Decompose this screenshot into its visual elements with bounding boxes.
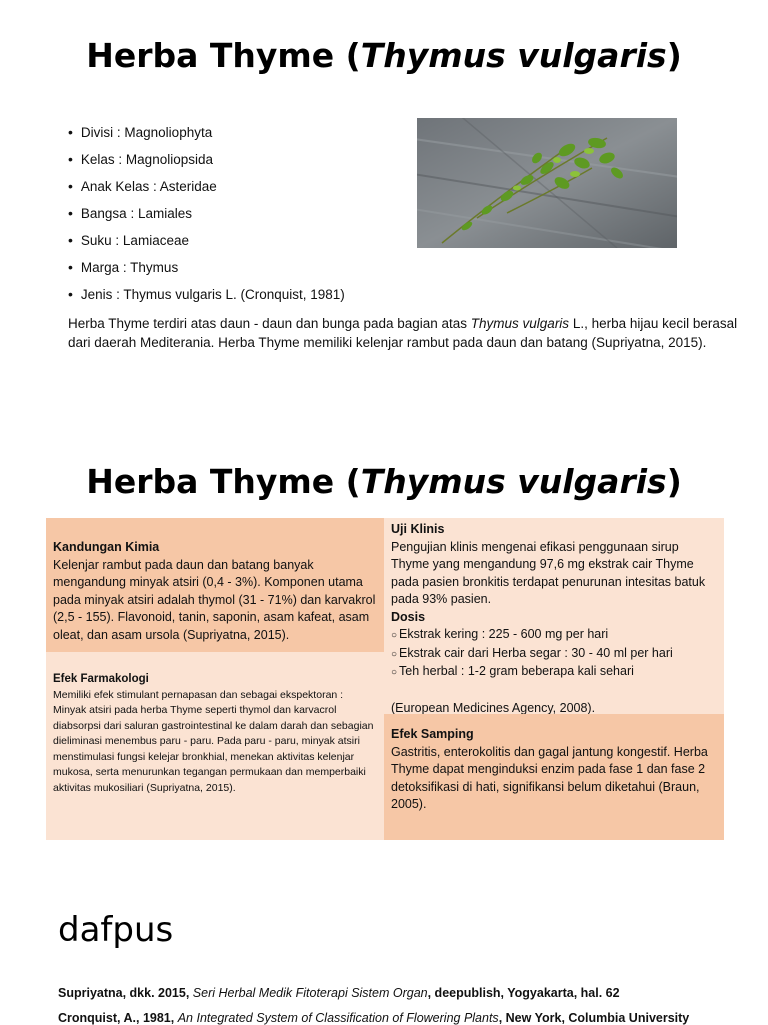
uji-klinis-heading: Uji Klinis: [391, 522, 445, 536]
slide2-title: Herba Thyme (Thymus vulgaris): [86, 462, 682, 501]
dosis-source: (European Medicines Agency, 2008).: [391, 700, 596, 715]
taxonomy-item: • Jenis : Thymus vulgaris L. (Cronquist, 1981): [68, 284, 345, 311]
description-paragraph: Herba Thyme terdiri atas daun - daun dan bunga pada bagian atas Thymus vulgaris L., herba hijau kecil berasal dari daerah Mediterania. Herba Thyme memiliki kelenjar rambut pada daun dan batang (Supriyatna, 2015).: [68, 316, 738, 350]
reference-2: Cronquist, A., 1981, An Integrated System of Classification of Flowering Plants, New York, Columbia University: [58, 1011, 690, 1025]
dosis-item: ○ Ekstrak kering : 225 - 600 mg per hari: [391, 626, 717, 645]
dosis-item: ○ Teh herbal : 1-2 gram beberapa kali sehari: [391, 663, 717, 682]
taxonomy-item: • Bangsa : Lamiales: [68, 203, 345, 230]
uji-klinis-text: Pengujian klinis mengenai efikasi penggunaan sirup Thyme yang mengandung 97,6 mg ekstrak cair Thyme pada pasien bronkitis terdapat penurunan intesitas batuk pada 93% pasien.: [391, 539, 706, 606]
kandungan-kimia-box: [46, 518, 384, 652]
efek-samping-heading: Efek Samping: [391, 727, 474, 741]
efek-farmakologi-box: [46, 652, 384, 840]
taxonomy-list: [68, 122, 345, 311]
taxonomy-item: • Marga : Thymus: [68, 257, 345, 284]
slide1-title: Herba Thyme (Thymus vulgaris): [86, 36, 682, 75]
efek-farmakologi-text: Memiliki efek stimulant pernapasan dan sebagai ekspektoran : Minyak atsiri pada herba Thyme seperti thymol dan karvacrol diabsorpsi dari saluran gastrointestinal ke dalam darah dan sebagian dieliminasi menembus paru - paru. Pada paru - paru, minyak atsiri menstimulasi fungsi kelejar bronkhial, menekan aktivitas kelenjar mukosa, serta menurunkan tegangan permukaan dan memperbaiki aktivitas mukosiliari (Supriyatna, 2015).: [53, 688, 374, 794]
taxonomy-item: • Divisi : Magnoliophyta: [68, 122, 345, 149]
efek-farmakologi-heading: Efek Farmakologi: [53, 673, 149, 685]
uji-klinis-box: [384, 518, 724, 714]
efek-samping-box: [384, 714, 724, 840]
slide2-title-italic: Thymus vulgaris: [360, 462, 667, 501]
slide1-title-italic: Thymus vulgaris: [360, 36, 667, 75]
species-name: Thymus vulgaris: [470, 316, 570, 331]
dosis-list: [391, 626, 717, 682]
kandungan-kimia-text: Kelenjar rambut pada daun dan batang banyak mengandung minyak atsiri (0,4 - 3%). Komponen utama pada minyak atsiri adalah thymol (31 - 71%) dan karvakrol (2,5 - 155). Flavonoid, tanin, saponin, asam kafeat, asam oleat, dan asam ursola (Supriyatna, 2015).: [53, 557, 376, 642]
taxonomy-item: • Suku : Lamiaceae: [68, 230, 345, 257]
dafpus-heading: dafpus: [58, 910, 174, 950]
dosis-item: ○ Ekstrak cair dari Herba segar : 30 - 40 ml per hari: [391, 645, 717, 664]
reference-1: Supriyatna, dkk. 2015, Seri Herbal Medik Fitoterapi Sistem Organ, deepublish, Yogyakarta, hal. 62: [58, 986, 620, 1000]
thyme-photo: [417, 118, 677, 248]
efek-samping-text: Gastritis, enterokolitis dan gagal jantung kongestif. Herba Thyme dapat menginduksi enzim pada fase 1 dan fase 2 detoksifikasi di hati, signifikansi belum diketahui (Braun, 2005).: [391, 744, 708, 811]
dosis-heading: Dosis: [391, 609, 426, 624]
taxonomy-item: • Kelas : Magnoliopsida: [68, 149, 345, 176]
taxonomy-item: • Anak Kelas : Asteridae: [68, 176, 345, 203]
kandungan-kimia-heading: Kandungan Kimia: [53, 540, 160, 554]
